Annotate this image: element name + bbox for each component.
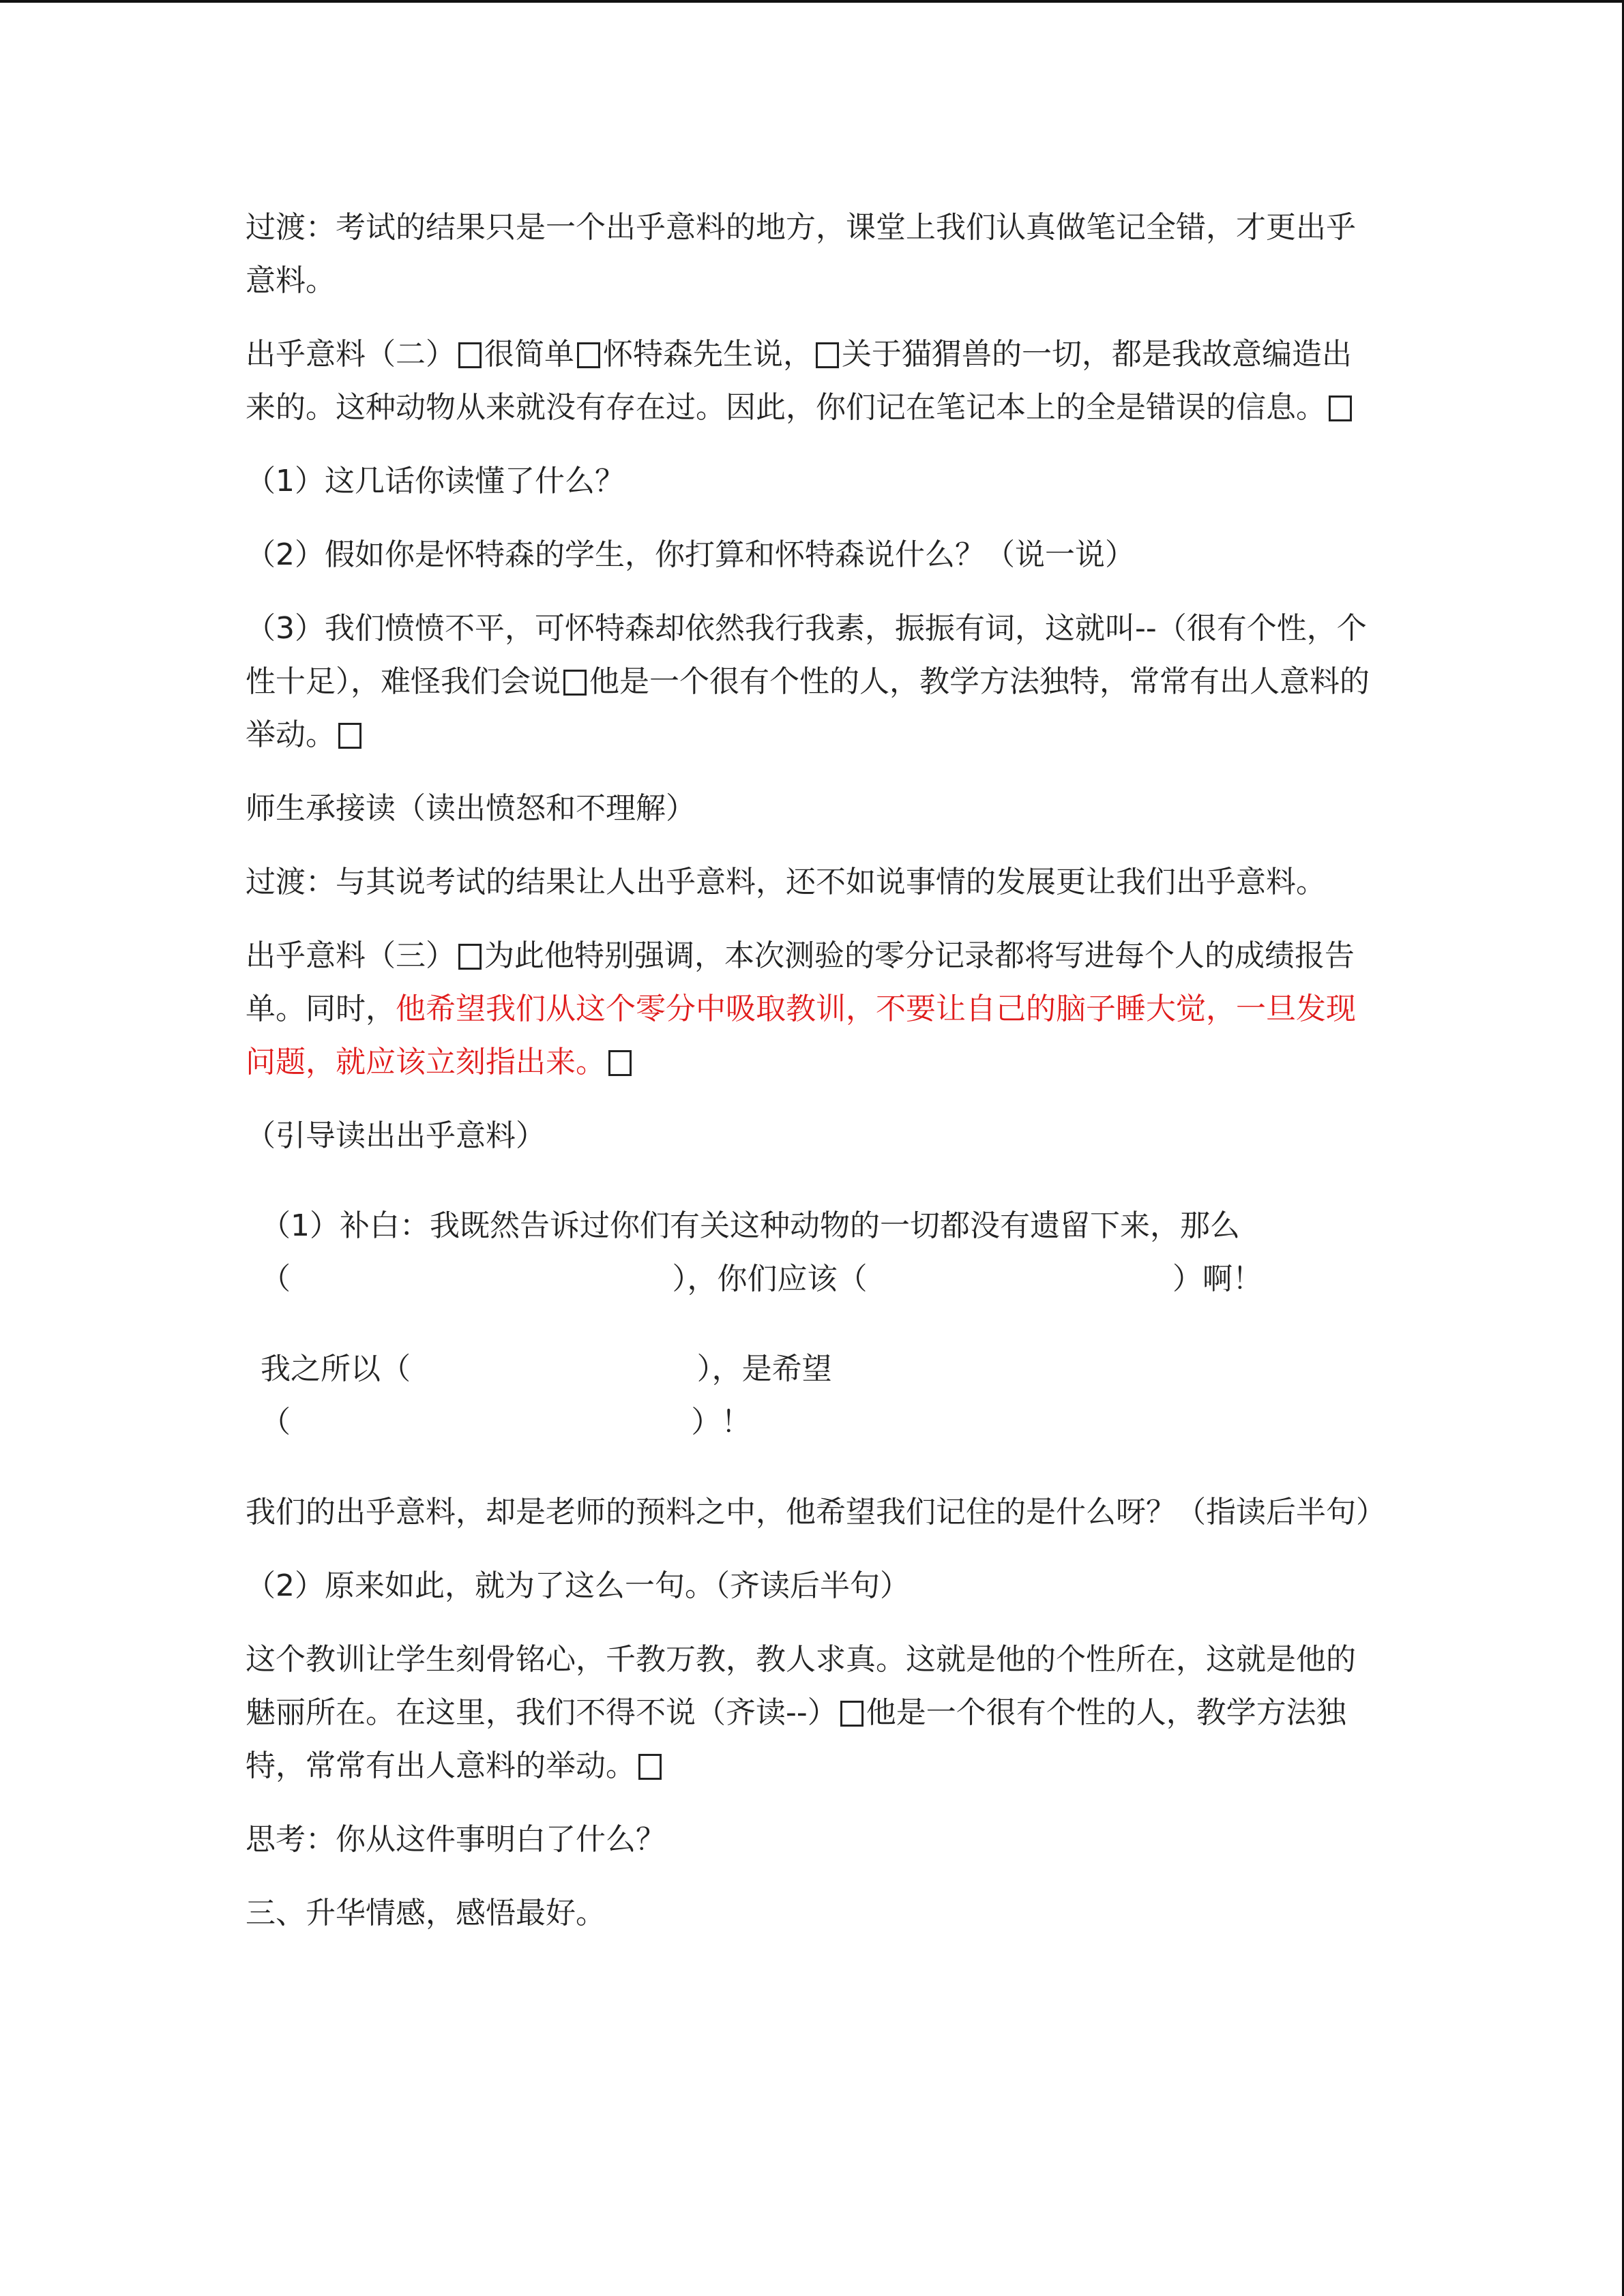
surprise-two-text-a: 很简单	[484, 337, 574, 372]
question-3-text-a: （3）我们愤愤不平，可怀特森却依然我行我素，振振有词，这就叫--（很有个性，个性十足），难怪我们会说	[246, 611, 1367, 699]
surprise-three-paragraph	[246, 929, 1378, 1089]
missing-glyph-box	[563, 670, 587, 696]
teacher-expectation-paragraph	[246, 1486, 1386, 1539]
missing-glyph-box	[608, 1050, 632, 1076]
surprise-two-text-c: 关于猫猬兽的一切，都是我故意编造出来的。这种动物从来就没有存在过。因此，你们记在笔记本上的全是错误的信息。	[246, 337, 1352, 425]
fill-in-exercise-1	[246, 1199, 1378, 1306]
section-three-heading-text: 三、升华情感，感悟最好。	[246, 1896, 606, 1930]
lesson-summary-paragraph	[246, 1633, 1378, 1793]
fill-in-line-1a: （1）补白：我既然告诉过你们有关这种动物的一切都没有遗留下来，那么	[261, 1208, 1240, 1243]
fill-in-line-2b: （ ）！	[261, 1405, 752, 1440]
fill-in-exercise-2	[246, 1343, 1378, 1449]
question-2b-text: （2）原来如此，就为了这么一句。（齐读后半句）	[246, 1568, 910, 1603]
question-1-text: （1）这几话你读懂了什么？	[246, 464, 625, 498]
surprise-two-heading: 出乎意料（二）	[246, 337, 456, 372]
page-top-border	[0, 0, 1624, 3]
transition-text-2: 过渡：与其说考试的结果让人出乎意料，还不如说事情的发展更让我们出乎意料。	[246, 865, 1326, 899]
teacher-expectation-text: 我们的出乎意料，却是老师的预料之中，他希望我们记住的是什么呀？（指读后半句）	[246, 1495, 1386, 1530]
transition-paragraph-2	[246, 856, 1378, 909]
guided-reading-text: （引导读出出乎意料）	[246, 1118, 546, 1153]
surprise-three-heading: 出乎意料（三）	[246, 938, 456, 973]
question-2b	[246, 1560, 1378, 1613]
missing-glyph-box	[338, 723, 361, 749]
question-1	[246, 455, 1378, 508]
surprise-three-text: 为此他特别强调，本次测验的零分记录都将写进每个人的成绩报告单。同时，	[246, 938, 1355, 1026]
transition-text-1: 过渡：考试的结果只是一个出乎意料的地方，课堂上我们认真做笔记全错，才更出乎意料。	[246, 210, 1356, 298]
reflection-question	[246, 1813, 1378, 1866]
question-3	[246, 602, 1378, 762]
surprise-two-paragraph	[246, 328, 1378, 434]
guided-reading-note	[246, 1109, 1378, 1163]
transition-paragraph-1	[246, 201, 1378, 308]
fill-in-line-1b: （ ），你们应该（ ）啊！	[261, 1262, 1263, 1296]
question-2	[246, 528, 1378, 582]
missing-glyph-box	[638, 1754, 662, 1780]
reading-instruction-text: 师生承接读（读出愤怒和不理解）	[246, 791, 696, 826]
reading-instruction	[246, 782, 1378, 835]
missing-glyph-box	[458, 342, 482, 368]
missing-glyph-box	[577, 342, 600, 368]
missing-glyph-box	[816, 342, 839, 368]
section-three-heading	[246, 1887, 1378, 1940]
question-2-text: （2）假如你是怀特森的学生，你打算和怀特森说什么？（说一说）	[246, 537, 1135, 572]
reflection-question-text: 思考：你从这件事明白了什么？	[246, 1822, 666, 1857]
surprise-two-text-b: 怀特森先生说，	[603, 337, 813, 372]
question-3-text-b: 他是一个很有个性的人，教学方法独特，常常有出人意料的举动。	[246, 664, 1370, 752]
missing-glyph-box	[1329, 396, 1352, 421]
missing-glyph-box	[840, 1701, 863, 1727]
fill-in-line-2a: 我之所以（ ），是希望	[261, 1352, 832, 1386]
emphasized-lesson-text: 他希望我们从这个零分中吸取教训，不要让自己的脑子睡大觉，一旦发现问题，就应该立刻指出来。	[246, 992, 1356, 1079]
missing-glyph-box	[458, 944, 482, 970]
lesson-summary-text-a: 这个教训让学生刻骨铭心，千教万教，教人求真。这就是他的个性所在，这就是他的魅丽所在。在这里，我们不得不说（齐读--）	[246, 1642, 1356, 1730]
lesson-summary-text-b: 他是一个很有个性的人，教学方法独特，常常有出人意料的举动。	[246, 1695, 1346, 1783]
document-body	[246, 201, 1386, 1960]
